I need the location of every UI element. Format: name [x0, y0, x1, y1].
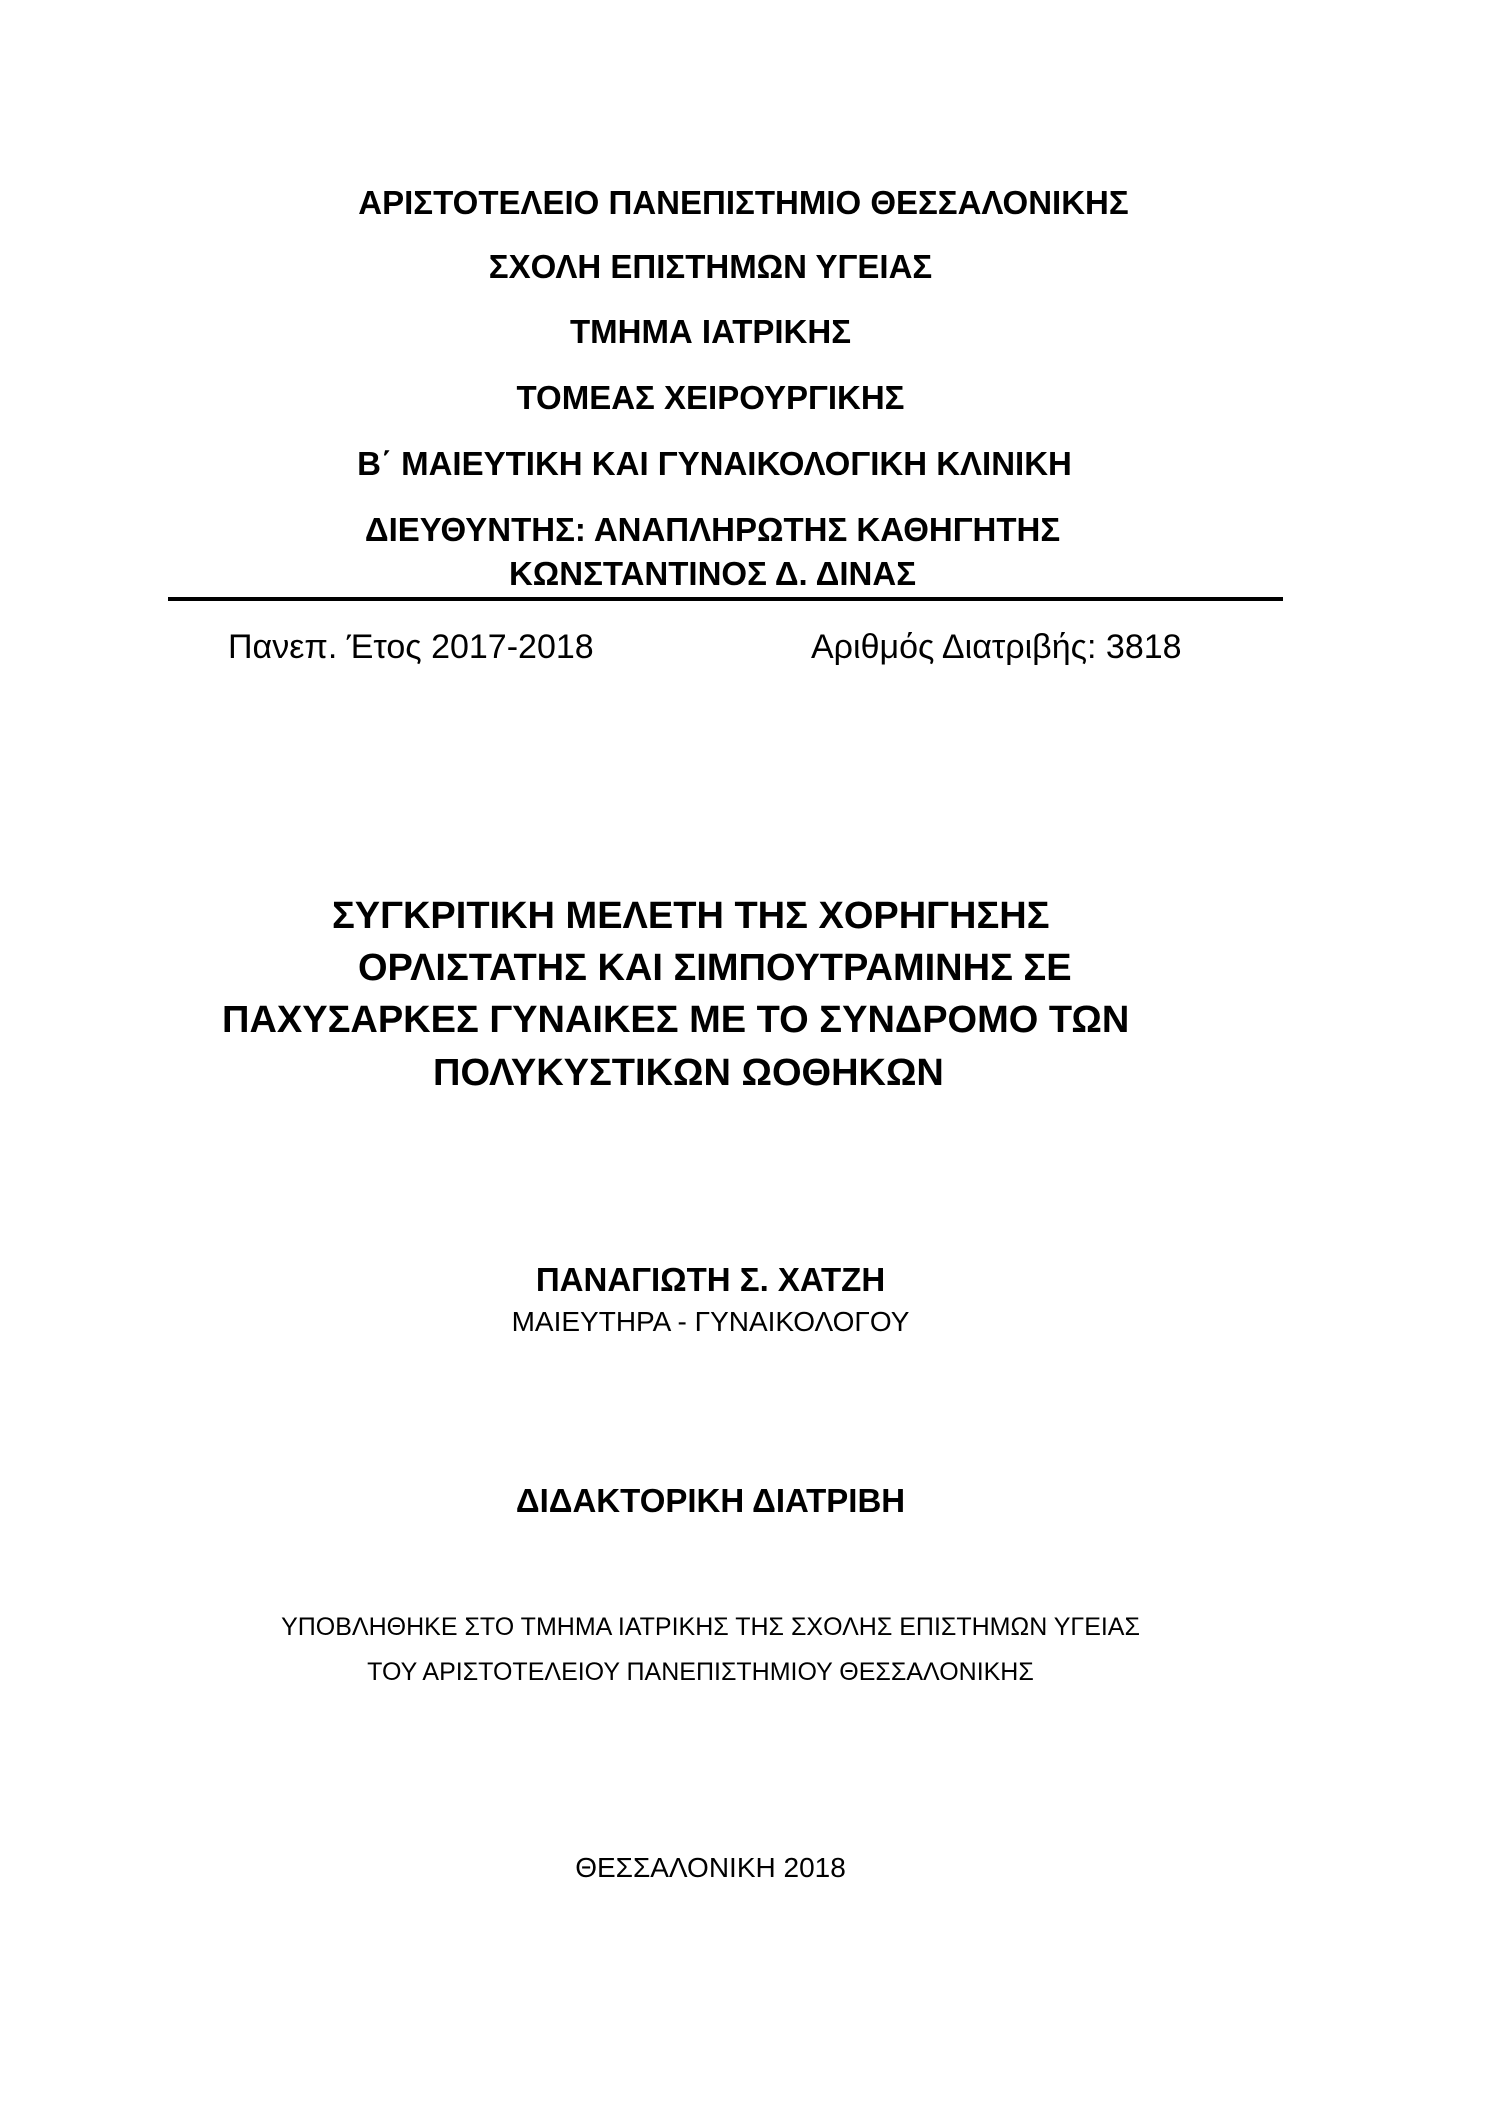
thesis-title-line-1: ΣΥΓΚΡΙΤΙΚΗ ΜΕΛΕΤΗ ΤΗΣ ΧΟΡΗΓΗΣΗΣ [332, 895, 1050, 937]
director-title: ΔΙΕΥΘΥΝΤΗΣ: ΑΝΑΠΛΗΡΩΤΗΣ ΚΑΘΗΓΗΤΗΣ [364, 511, 1061, 548]
header-divider [168, 597, 1283, 601]
thesis-number: Αριθμός Διατριβής: 3818 [811, 628, 1182, 666]
author-name: ΠΑΝΑΓΙΩΤΗ Σ. ΧΑΤΖΗ [535, 1261, 886, 1298]
place-and-year: ΘΕΣΣΑΛΟΝΙΚΗ 2018 [575, 1852, 846, 1883]
university-name: ΑΡΙΣΤΟΤΕΛΕΙΟ ΠΑΝΕΠΙΣΤΗΜΙΟ ΘΕΣΣΑΛΟΝΙΚΗΣ [358, 184, 1129, 221]
submission-line-2: ΤΟΥ ΑΡΙΣΤΟΤΕΛΕΙΟΥ ΠΑΝΕΠΙΣΤΗΜΙΟΥ ΘΕΣΣΑΛΟΝΙΚΗΣ [367, 1658, 1034, 1686]
thesis-title-line-2: ΟΡΛΙΣΤΑΤΗΣ ΚΑΙ ΣΙΜΠΟΥΤΡΑΜΙΝΗΣ ΣΕ [358, 947, 1072, 989]
department-name: ΤΜΗΜΑ ΙΑΤΡΙΚΗΣ [569, 313, 852, 350]
section-name: ΤΟΜΕΑΣ ΧΕΙΡΟΥΡΓΙΚΗΣ [516, 379, 905, 416]
thesis-type: ΔΙΔΑΚΤΟΡΙΚΗ ΔΙΑΤΡΙΒΗ [515, 1482, 906, 1519]
thesis-title-line-3: ΠΑΧΥΣΑΡΚΕΣ ΓΥΝΑΙΚΕΣ ΜΕ ΤΟ ΣΥΝΔΡΟΜΟ ΤΩΝ [222, 999, 1130, 1041]
school-name: ΣΧΟΛΗ ΕΠΙΣΤΗΜΩΝ ΥΓΕΙΑΣ [488, 248, 933, 285]
submission-line-1: ΥΠΟΒΛΗΘΗΚΕ ΣΤΟ ΤΜΗΜΑ ΙΑΤΡΙΚΗΣ ΤΗΣ ΣΧΟΛΗΣ ΕΠΙΣΤΗΜΩΝ ΥΓΕΙΑΣ [281, 1613, 1140, 1641]
academic-year: Πανεπ. Έτος 2017-2018 [228, 628, 594, 666]
clinic-name: Β΄ ΜΑΙΕΥΤΙΚΗ ΚΑΙ ΓΥΝΑΙΚΟΛΟΓΙΚΗ ΚΛΙΝΙΚΗ [357, 445, 1072, 482]
thesis-title-line-4: ΠΟΛΥΚΥΣΤΙΚΩΝ ΩΟΘΗΚΩΝ [433, 1052, 944, 1094]
author-profession: ΜΑΙΕΥΤΗΡΑ - ΓΥΝΑΙΚΟΛΟΓΟΥ [511, 1306, 910, 1337]
director-name: ΚΩΝΣΤΑΝΤΙΝΟΣ Δ. ΔΙΝΑΣ [508, 555, 917, 592]
